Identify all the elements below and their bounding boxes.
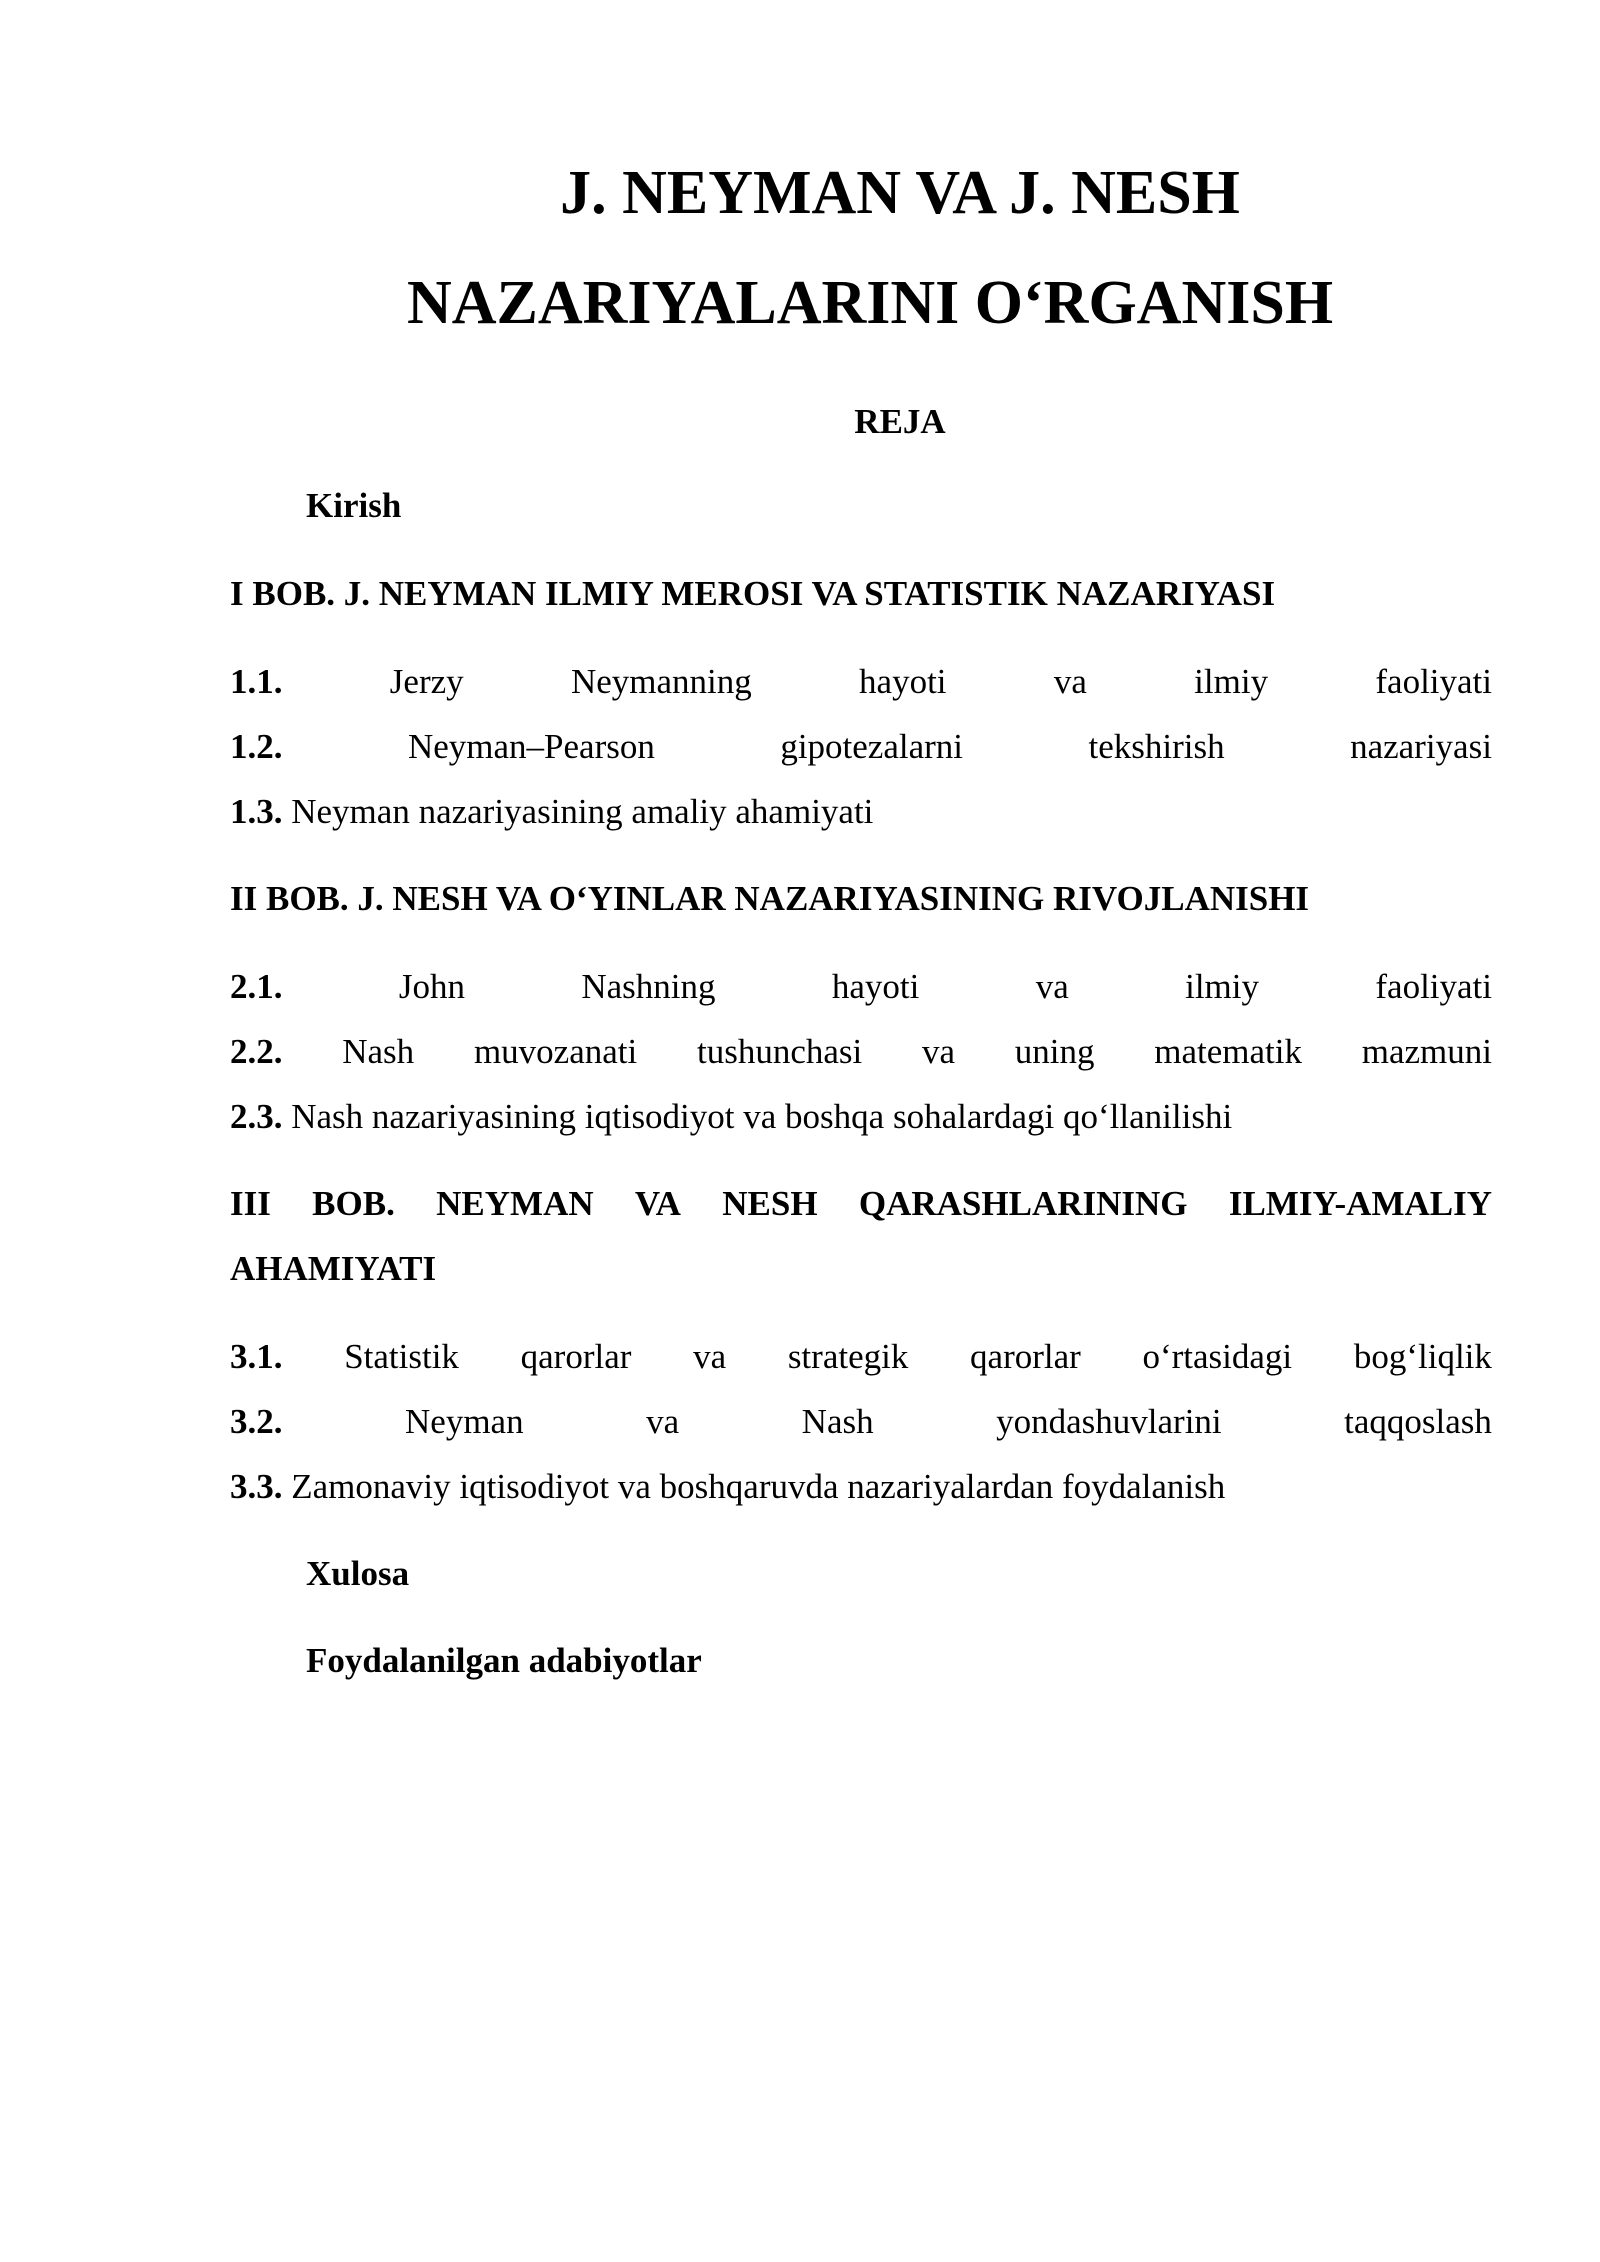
- document-title-line-2: NAZARIYALARINI O‘RGANISH: [406, 269, 1334, 337]
- toc-word: tushunchasi: [696, 1032, 863, 1071]
- intro-heading: Kirish: [306, 486, 402, 525]
- toc-word: hayoti: [859, 662, 947, 701]
- toc-word: qarorlar: [520, 1337, 632, 1376]
- toc-item-1-2: [230, 725, 1492, 769]
- toc-word: ilmiy: [1194, 662, 1269, 701]
- toc-word: Neyman: [405, 1402, 524, 1441]
- toc-word: John: [398, 967, 465, 1006]
- toc-word: uning: [1014, 1032, 1095, 1071]
- toc-word: tekshirish: [1088, 727, 1225, 766]
- conclusion-heading: Xulosa: [306, 1554, 410, 1593]
- heading-word: VA: [634, 1184, 681, 1223]
- heading-word: III: [230, 1184, 271, 1223]
- toc-word: strategik: [787, 1337, 909, 1376]
- toc-item-1-1: [230, 660, 1492, 704]
- toc-item-1-3: [230, 790, 1492, 834]
- chapter-3-heading-line-2: AHAMIYATI: [230, 1249, 437, 1288]
- document-title-line-1: J. NEYMAN VA J. NESH: [560, 159, 1240, 227]
- heading-word: QARASHLARINING: [858, 1184, 1188, 1223]
- toc-word: va: [646, 1402, 680, 1441]
- toc-item-number: 1.2.: [230, 727, 283, 766]
- toc-word: va: [1053, 662, 1087, 701]
- toc-word: Jerzy: [389, 662, 464, 701]
- toc-word: matematik: [1154, 1032, 1302, 1071]
- toc-word: Nash: [801, 1402, 874, 1441]
- toc-item-text: Zamonaviy iqtisodiyot va boshqaruvda nazariyalardan foydalanish: [291, 1467, 1226, 1506]
- toc-item-number: 2.1.: [230, 967, 283, 1006]
- references-heading: Foydalanilgan adabiyotlar: [306, 1641, 702, 1680]
- chapter-3-heading-line-1: [230, 1182, 1492, 1226]
- toc-item-2-3: [230, 1095, 1492, 1139]
- toc-word: nazariyasi: [1350, 727, 1492, 766]
- heading-word: BOB.: [312, 1184, 395, 1223]
- toc-word: va: [1035, 967, 1069, 1006]
- toc-item-3-3: [230, 1465, 1492, 1509]
- toc-word: va: [693, 1337, 727, 1376]
- plan-heading: REJA: [854, 402, 946, 441]
- toc-word: ilmiy: [1185, 967, 1260, 1006]
- toc-item-number: 2.3.: [230, 1097, 283, 1136]
- heading-word: NESH: [722, 1184, 818, 1223]
- toc-word: muvozanati: [473, 1032, 638, 1071]
- toc-item-number: 3.3.: [230, 1467, 283, 1506]
- toc-item-2-1: [230, 965, 1492, 1009]
- toc-word: Statistik: [344, 1337, 459, 1376]
- toc-word: taqqoslash: [1344, 1402, 1492, 1441]
- toc-item-number: 1.1.: [230, 662, 283, 701]
- toc-item-3-1: [230, 1335, 1492, 1379]
- toc-word: mazmuni: [1361, 1032, 1492, 1071]
- toc-word: Neyman–Pearson: [407, 727, 655, 766]
- toc-word: faoliyati: [1375, 662, 1492, 701]
- toc-word: Neymanning: [570, 662, 752, 701]
- toc-item-number: 1.3.: [230, 792, 283, 831]
- toc-item-text: Nash nazariyasining iqtisodiyot va boshqa sohalardagi qo‘llanilishi: [291, 1097, 1233, 1136]
- toc-item-number: 3.2.: [230, 1402, 283, 1441]
- toc-item-text: Neyman nazariyasining amaliy ahamiyati: [291, 792, 874, 831]
- toc-item-3-2: [230, 1400, 1492, 1444]
- toc-word: qarorlar: [970, 1337, 1081, 1376]
- toc-word: gipotezalarni: [780, 727, 964, 766]
- heading-word: ILMIY-AMALIY: [1228, 1184, 1492, 1223]
- toc-word: hayoti: [831, 967, 920, 1006]
- toc-word: faoliyati: [1375, 967, 1492, 1006]
- toc-word: Nash: [342, 1032, 415, 1071]
- toc-word: o‘rtasidagi: [1142, 1337, 1293, 1376]
- heading-word: NEYMAN: [436, 1184, 594, 1223]
- toc-item-number: 3.1.: [230, 1337, 283, 1376]
- toc-word: Nashning: [581, 967, 716, 1006]
- toc-word: bog‘liqlik: [1353, 1337, 1492, 1376]
- toc-word: yondashuvlarini: [996, 1402, 1222, 1441]
- chapter-1-heading: I BOB. J. NEYMAN ILMIY MEROSI VA STATISTIK NAZARIYASI: [230, 574, 1276, 613]
- toc-item-2-2: [230, 1030, 1492, 1074]
- chapter-2-heading: II BOB. J. NESH VA O‘YINLAR NAZARIYASINING RIVOJLANISHI: [230, 879, 1310, 918]
- toc-item-number: 2.2.: [230, 1032, 283, 1071]
- toc-word: va: [921, 1032, 956, 1071]
